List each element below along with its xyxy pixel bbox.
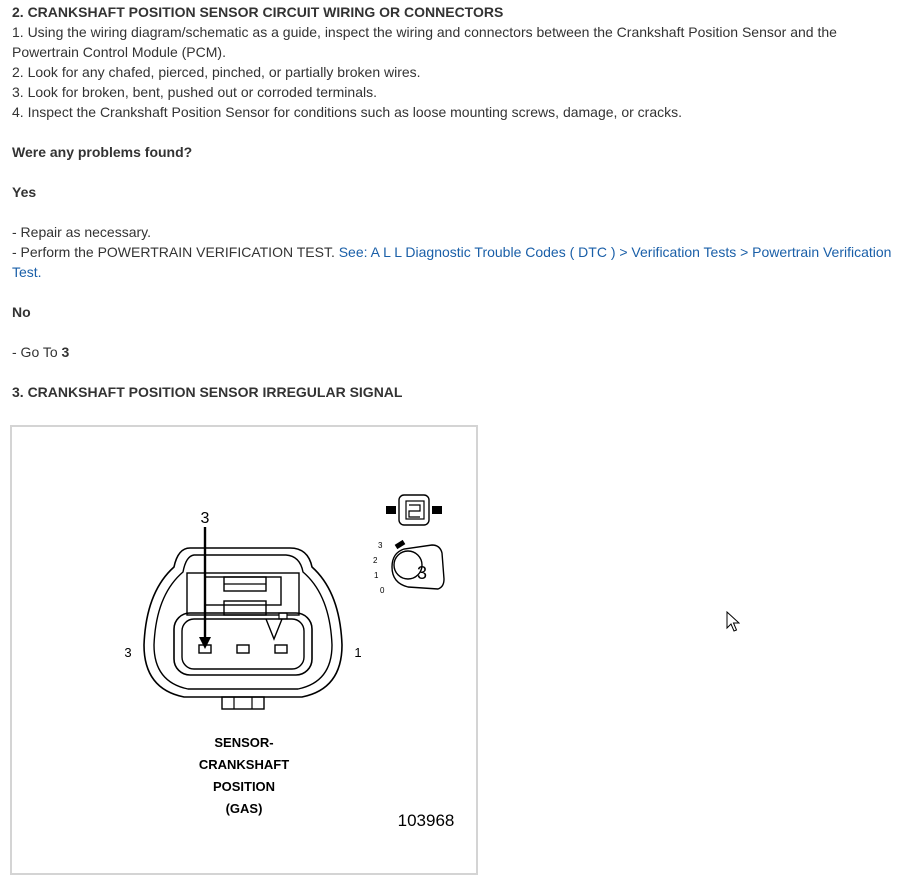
caption-line-1: SENSOR- bbox=[214, 735, 274, 750]
left-pin-label: 3 bbox=[124, 645, 132, 660]
pin-2 bbox=[237, 645, 249, 653]
mouse-pointer-icon bbox=[726, 611, 740, 633]
figure-number: 103968 bbox=[397, 811, 455, 830]
caption-line-4: (GAS) bbox=[225, 801, 263, 816]
yes-action-perform bbox=[12, 242, 892, 282]
yes-action-repair: - Repair as necessary. bbox=[12, 224, 152, 240]
goto-step-number: 3 bbox=[61, 344, 70, 360]
no-action bbox=[12, 342, 892, 362]
connector-icon bbox=[386, 495, 442, 525]
caption-line-2: CRANKSHAFT bbox=[198, 757, 290, 772]
right-pin-label: 1 bbox=[354, 645, 362, 660]
meter-value: 3 bbox=[416, 563, 428, 583]
step3-heading: 3. CRANKSHAFT POSITION SENSOR IRREGULAR SIGNAL bbox=[12, 384, 403, 400]
verification-test-link[interactable]: See: A L L Diagnostic Trouble Codes ( DTC ) > Verification Tests > Powertrain Verification Test. bbox=[12, 244, 892, 280]
pin-callout-arrowhead bbox=[199, 637, 211, 649]
meter-scale-2: 2 bbox=[373, 556, 378, 565]
pin-callout-label: 3 bbox=[200, 510, 210, 527]
terminal-cavity-inner bbox=[182, 619, 304, 669]
pin-1 bbox=[275, 645, 287, 653]
yes-label: Yes bbox=[12, 184, 37, 200]
meter-scale-0: 0 bbox=[380, 586, 385, 595]
no-action-text: - Go To bbox=[12, 344, 62, 360]
step2-heading: 2. CRANKSHAFT POSITION SENSOR CIRCUIT WIRING OR CONNECTORS bbox=[12, 4, 504, 20]
meter-scale-3: 3 bbox=[378, 541, 383, 550]
step2-item-2: 2. Look for any chafed, pierced, pinched, or partially broken wires. bbox=[12, 64, 421, 80]
step2-item-1: 1. Using the wiring diagram/schematic as a guide, inspect the wiring and connectors between the Crankshaft Position Sensor and the Powertrain Control Module (PCM). bbox=[12, 24, 837, 60]
terminal-cavity-outer bbox=[174, 613, 312, 675]
step2-item-3: 3. Look for broken, bent, pushed out or corroded terminals. bbox=[12, 84, 377, 100]
meter-icon bbox=[373, 541, 444, 595]
article-content bbox=[12, 2, 892, 402]
caption-line-3: POSITION bbox=[212, 779, 276, 794]
step2-item-4: 4. Inspect the Crankshaft Position Sensor for conditions such as loose mounting screws, damage, or cracks. bbox=[12, 104, 682, 120]
connector-diagram-svg bbox=[12, 427, 480, 877]
yes-action-perform-text: - Perform the POWERTRAIN VERIFICATION TEST. bbox=[12, 244, 339, 260]
connector-diagram bbox=[10, 425, 478, 875]
meter-scale-1: 1 bbox=[374, 571, 379, 580]
question: Were any problems found? bbox=[12, 144, 193, 160]
no-label: No bbox=[12, 304, 31, 320]
